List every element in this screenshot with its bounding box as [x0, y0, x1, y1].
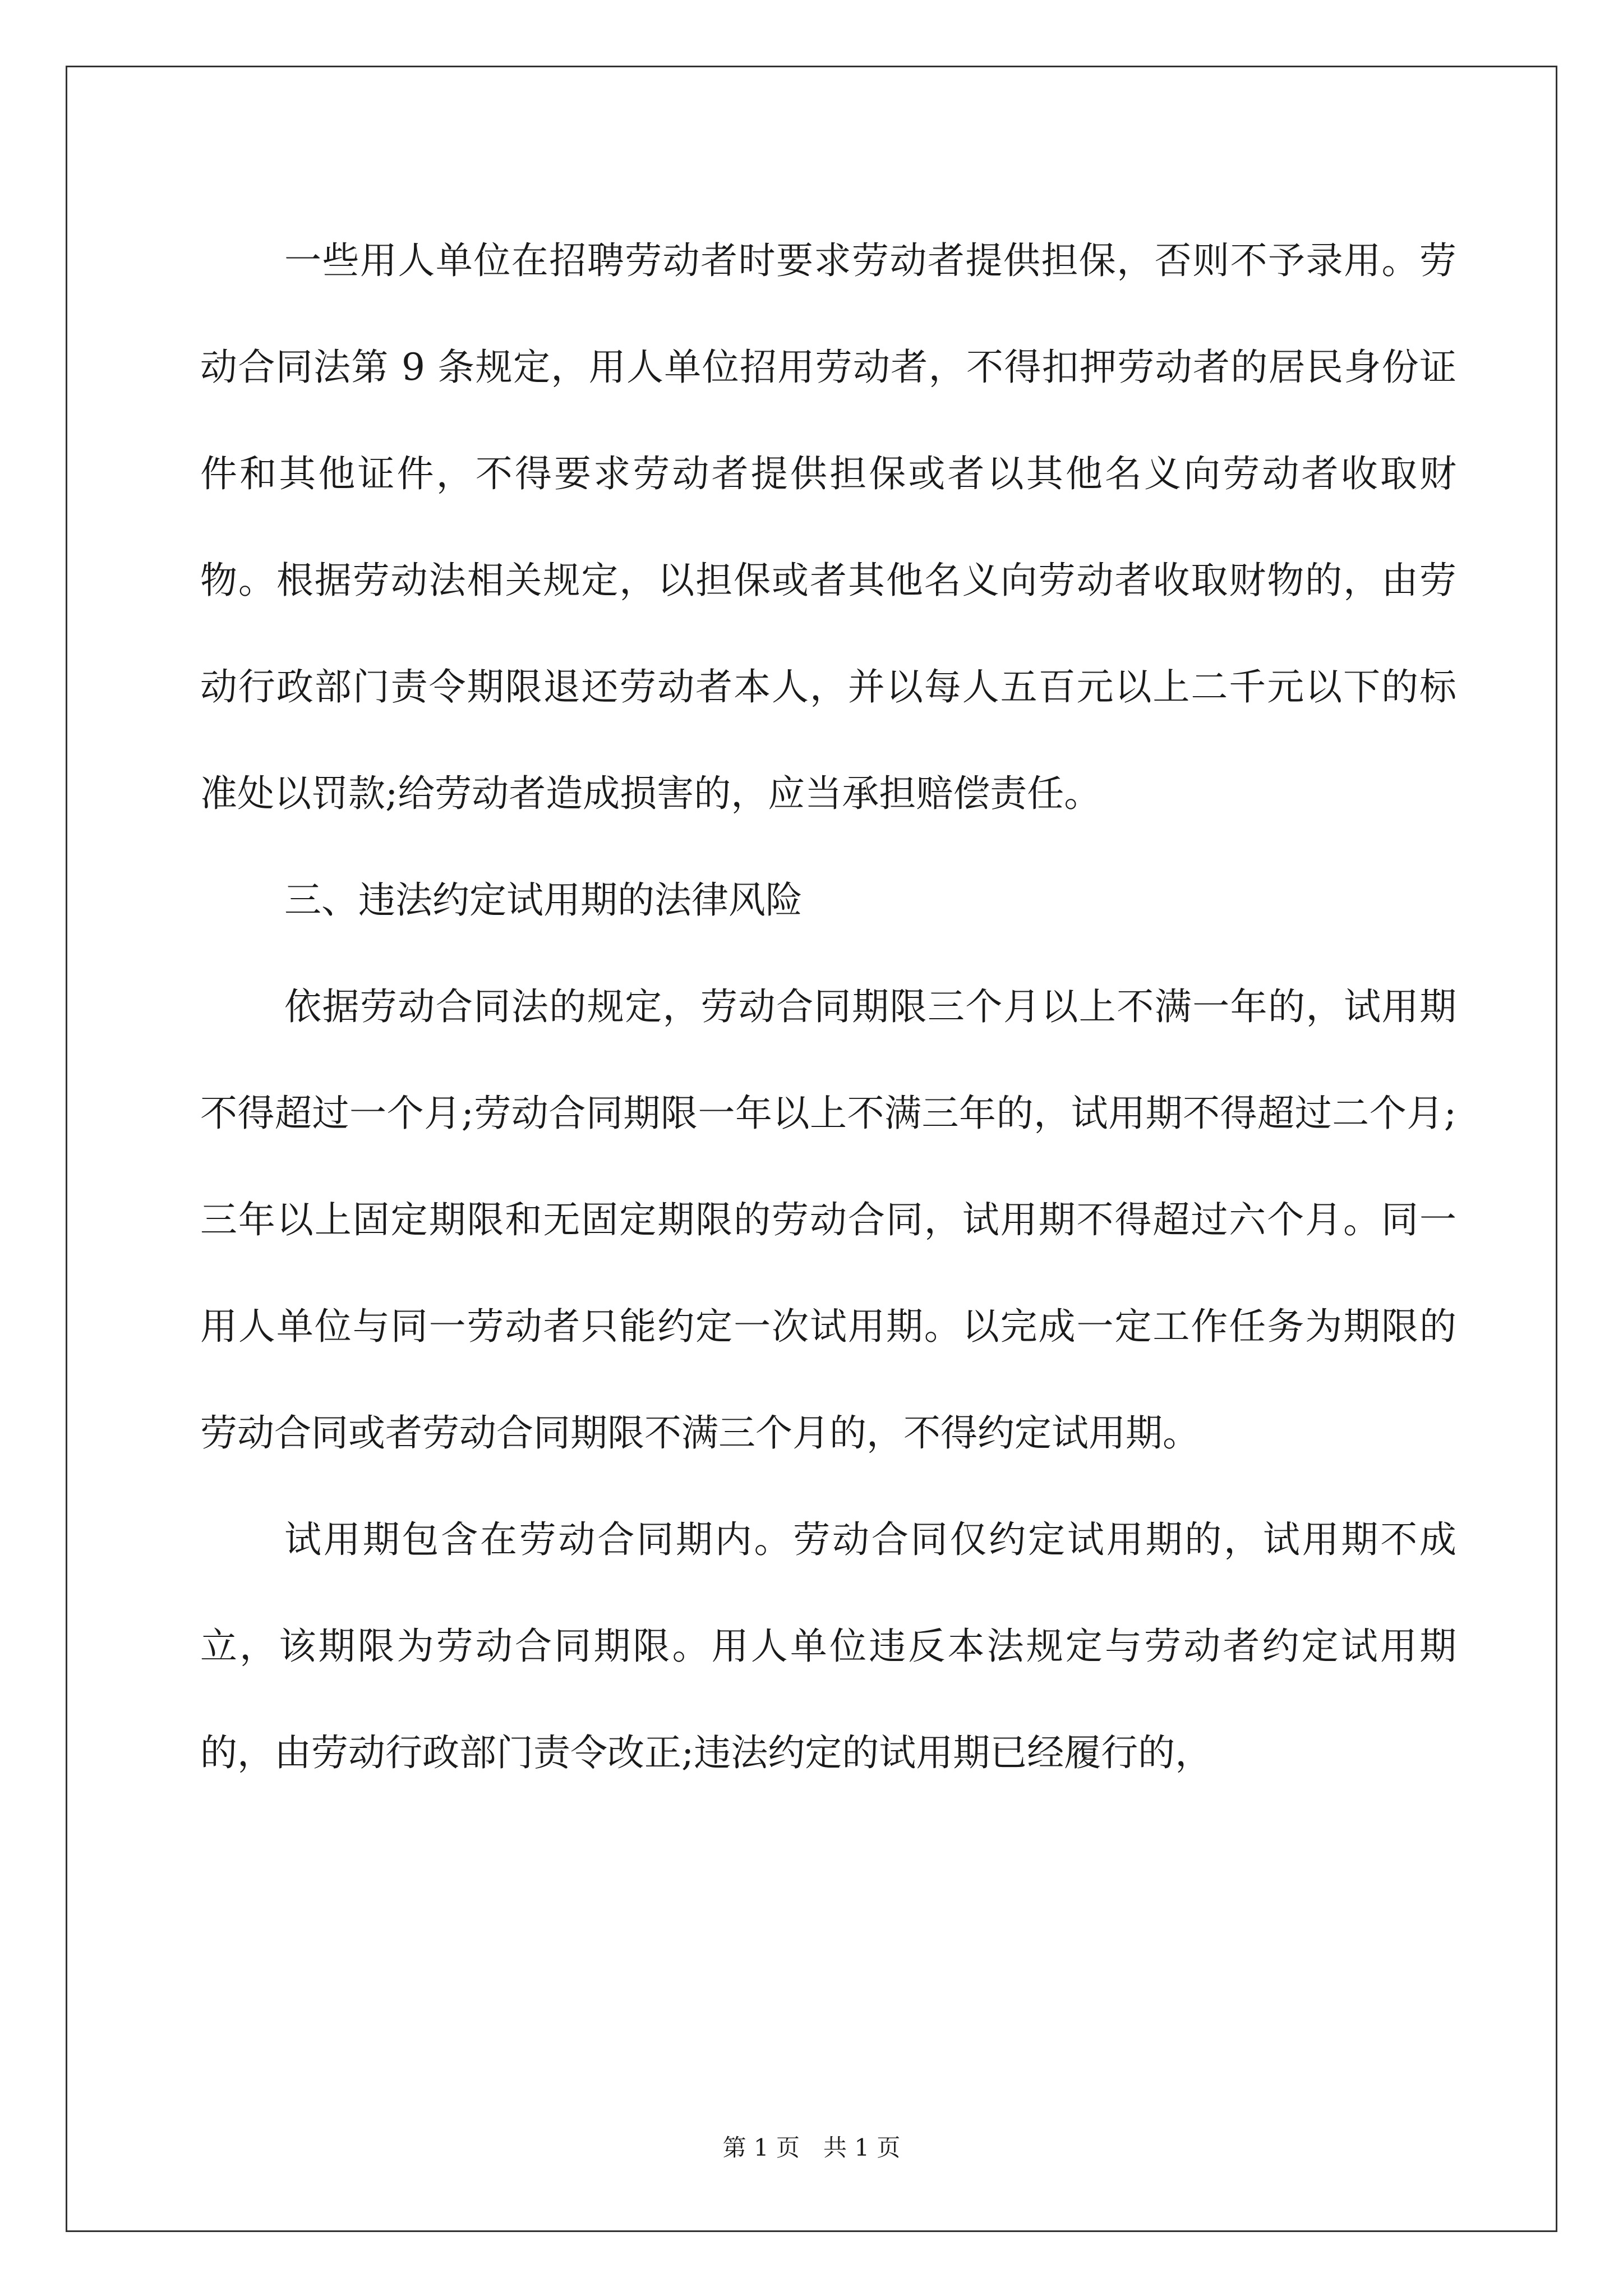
page-footer: 第 1 页 共 1 页	[722, 2134, 901, 2161]
paragraph-probation-limits: 依据劳动合同法的规定，劳动合同期限三个月以上不满一年的，试用期不得超过一个月;劳动合同期限一年以上不满三年的，试用期不得超过二个月;三年以上固定期限和无固定期限的劳动合同，试用期不得超过六个月。同一用人单位与同一劳动者只能约定一次试用期。以完成一定工作任务为期限的劳动合同或者劳动合同期限不满三个月的，不得约定试用期。	[200, 985, 1456, 1455]
document-body	[200, 208, 1456, 1806]
paragraph-probation-included: 试用期包含在劳动合同期内。劳动合同仅约定试用期的，试用期不成立，该期限为劳动合同期限。用人单位违反本法规定与劳动者约定试用期的，由劳动行政部门责令改正;违法约定的试用期已经履行的，	[200, 1518, 1456, 1774]
section-heading-probation: 三、违法约定试用期的法律风险	[284, 878, 803, 922]
paragraph-guarantee: 一些用人单位在招聘劳动者时要求劳动者提供担保，否则不予录用。劳动合同法第 9 条规定，用人单位招用劳动者，不得扣押劳动者的居民身份证件和其他证件，不得要求劳动者提供担保或者以其他名义向劳动者收取财物。根据劳动法相关规定，以担保或者其他名义向劳动者收取财物的，由劳动行政部门责令期限退还劳动者本人，并以每人五百元以上二千元以下的标准处以罚款;给劳动者造成损害的，应当承担赔偿责任。	[200, 239, 1456, 815]
